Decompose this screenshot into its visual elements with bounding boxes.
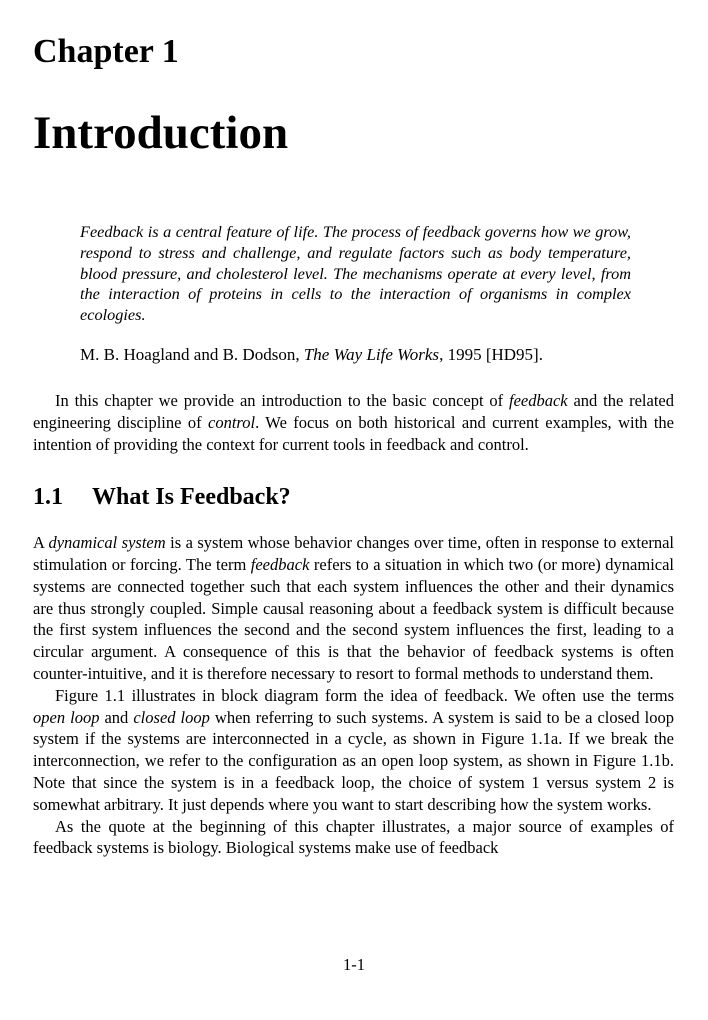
term-control: control bbox=[208, 412, 256, 432]
attribution-year-ref: , 1995 [HD95]. bbox=[439, 345, 543, 365]
section-paragraph-3: As the quote at the beginning of this chapter illustrates, a major source of examples of feedback systems is biology. Biological systems make use of feedback bbox=[33, 816, 674, 858]
intro-text: In this chapter we provide an introduction to the basic concept of bbox=[55, 391, 509, 411]
intro-paragraph bbox=[33, 390, 674, 455]
intro-text: . We focus on both historical and current examples, with the intention of providing the context for current tools in feedback and control. bbox=[33, 412, 674, 454]
paragraph-text: when referring to such systems. A system is said to be a closed loop system if the systems are interconnected in a cycle, as shown in Figure 1.1a. If we break the interconnection, we refer to the configuration as an open loop system, as shown in Figure 1.1b. Note that since the system is in a feedback loop, the choice of system 1 versus system 2 is somewhat arbitrary. It just depends where you want to start describing how the system works. bbox=[33, 707, 675, 814]
epigraph-attribution bbox=[80, 344, 674, 366]
section-paragraph-2 bbox=[33, 685, 674, 816]
chapter-label: Chapter 1 bbox=[33, 33, 179, 70]
term-feedback: feedback bbox=[250, 555, 310, 575]
paragraph-text: A bbox=[33, 533, 49, 553]
section-body bbox=[33, 532, 674, 859]
term-dynamical-system: dynamical system bbox=[48, 533, 166, 553]
paragraph-text: refers to a situation in which two (or more) dynamical systems are connected together such that each system influences the other and their dynamics are thus strongly coupled. Simple causal reasoning about a feedback system is difficult because the first system influences the second and the second system influences the first, leading to a circular argument. A consequence of this is that the behavior of feedback systems is often counter-intuitive, and it is therefore necessary to resort to formal methods to understand them. bbox=[33, 555, 675, 684]
paragraph-text: Figure 1.1 illustrates in block diagram form the idea of feedback. We often use the terms bbox=[55, 685, 674, 705]
attribution-authors: M. B. Hoagland and B. Dodson, bbox=[80, 345, 304, 365]
section-title: What Is Feedback? bbox=[92, 484, 291, 511]
section-number: 1.1 bbox=[33, 484, 63, 511]
intro-text: and the related engineering discipline of bbox=[33, 391, 674, 432]
page-number: 1-1 bbox=[343, 955, 365, 974]
epigraph-quote: Feedback is a central feature of life. The process of feedback governs how we grow, respond to stress and challenge, and regulate factors such as body temperature, blood pressure, and cholesterol level. The mechanisms operate at every level, from the interaction of proteins in cells to the interaction of organisms in complex ecologies. bbox=[80, 222, 631, 325]
paragraph-text: and bbox=[99, 707, 134, 727]
chapter-title: Introduction bbox=[33, 107, 289, 160]
attribution-book-title: The Way Life Works bbox=[303, 345, 440, 365]
term-feedback: feedback bbox=[508, 391, 568, 411]
section-heading bbox=[33, 483, 674, 512]
term-open-loop: open loop bbox=[33, 707, 100, 727]
term-closed-loop: closed loop bbox=[133, 707, 210, 727]
paragraph-text: is a system whose behavior changes over time, often in response to external stimulation or forcing. The term bbox=[33, 533, 674, 575]
section-paragraph-1 bbox=[33, 532, 674, 685]
